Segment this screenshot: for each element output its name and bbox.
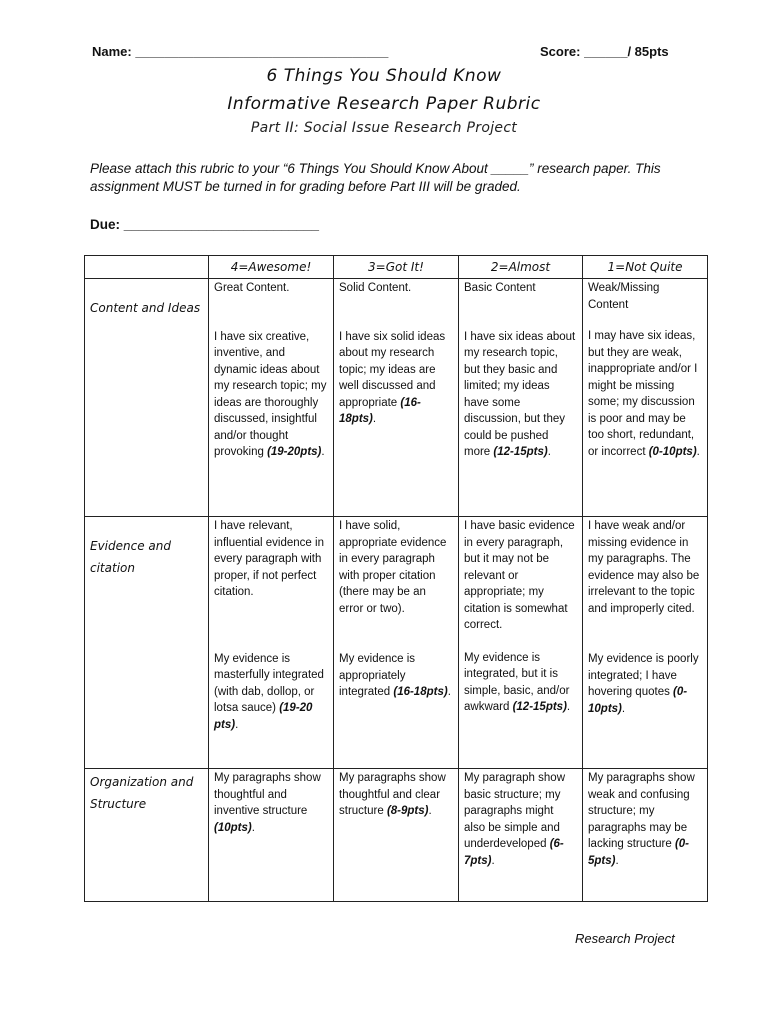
cell-description: My paragraphs show thoughtful and inventive structure	[214, 772, 321, 817]
rubric-cell	[583, 279, 708, 517]
cell-text	[214, 329, 328, 461]
rubric-cell	[334, 769, 459, 902]
row-label-organization: Organization and Structure	[85, 769, 209, 902]
cell-heading: Solid Content.	[339, 282, 412, 294]
rubric-table	[84, 255, 708, 902]
rubric-header-not-quite: 1=Not Quite	[583, 256, 708, 279]
points-range: (16-18pts)	[393, 686, 448, 698]
points-range: (0-5pts)	[588, 838, 689, 867]
cell-heading: I have basic evidence in every paragraph, but it may not be relevant or appropriate; my citation is somewhat correct.	[464, 520, 575, 631]
score-field-label: Score: ______/ 85pts	[540, 44, 669, 59]
document-part-label: Part II: Social Issue Research Project	[250, 120, 518, 136]
cell-heading: Basic Content	[464, 282, 536, 294]
points-range: (6-7pts)	[464, 838, 564, 867]
cell-tail: .	[696, 445, 700, 458]
points-range: (0-10pts)	[588, 686, 688, 715]
cell-tail: .	[235, 718, 239, 731]
rubric-header-got-it: 3=Got It!	[334, 256, 459, 279]
cell-tail: .	[547, 446, 551, 458]
rubric-header-blank	[85, 256, 209, 279]
cell-text	[339, 329, 453, 428]
rubric-cell	[209, 769, 334, 902]
rubric-cell	[334, 517, 459, 769]
rubric-cell	[209, 517, 334, 769]
cell-description: My evidence is poorly integrated; I have hovering quotes	[588, 653, 699, 698]
cell-text	[339, 651, 453, 701]
cell-description: I have six creative, inventive, and dynamic ideas about my research topic; my ideas are thoroughly discussed, insightful and/or thought provoking	[214, 330, 327, 458]
document-title: 6 Things You Should Know	[266, 66, 502, 86]
points-range: (8-9pts)	[386, 805, 429, 817]
points-range: (19-20 pts)	[214, 702, 313, 731]
cell-tail: .	[372, 413, 377, 425]
instructions-paragraph: Please attach this rubric to your “6 Things You Should Know About _____” research paper. This assignment MUST be turned in for grading before Part III will be graded.	[90, 161, 661, 194]
cell-heading: I have solid, appropriate evidence in every paragraph with proper citation (there may be an error or two).	[339, 520, 447, 615]
rubric-header-almost: 2=Almost	[459, 256, 583, 279]
cell-tail: .	[321, 446, 325, 458]
rubric-cell	[583, 769, 708, 902]
rubric-row-evidence	[85, 517, 708, 769]
name-field-label: Name: ___________________________________	[92, 44, 389, 59]
cell-tail: .	[491, 854, 495, 867]
cell-description: I have six solid ideas about my research topic; my ideas are well discussed and appropriate	[339, 330, 446, 409]
due-date-label: Due: __________________________	[90, 217, 319, 232]
document-subtitle: Informative Research Paper Rubric	[227, 94, 541, 114]
cell-description: My paragraphs show weak and confusing structure; my paragraphs may be lacking structure	[588, 772, 695, 850]
row-label-content: Content and Ideas	[85, 279, 209, 517]
cell-text	[588, 651, 702, 717]
rubric-cell	[459, 769, 583, 902]
points-range: (16-18pts)	[339, 396, 421, 425]
cell-tail: .	[566, 701, 571, 713]
points-range: (10pts)	[214, 821, 252, 834]
rubric-cell	[459, 279, 583, 517]
rubric-cell	[583, 517, 708, 769]
cell-heading: I have weak and/or missing evidence in my paragraphs. The evidence may also be irrelevant to the topic and improperly cited.	[588, 520, 700, 615]
cell-description: My evidence is masterfully integrated (with dab, dollop, or lotsa sauce)	[214, 652, 324, 714]
cell-text	[214, 651, 328, 734]
points-range: (12-15pts)	[512, 701, 567, 713]
cell-description: I may have six ideas, but they are weak, inappropriate and/or I might be missing some; my discussion is poor and may be too short, redundant, or incorrect	[588, 330, 698, 458]
cell-description: I have six ideas about my research topic, but they basic and limited; my ideas have some discussion, but they could be pushed more	[464, 330, 576, 458]
cell-description: My evidence is appropriately integrated	[339, 653, 416, 698]
points-range: (12-15pts)	[493, 446, 548, 458]
rubric-header-row	[85, 256, 708, 279]
cell-tail: .	[251, 821, 255, 834]
rubric-row-content	[85, 279, 708, 517]
rubric-header-awesome: 4=Awesome!	[209, 256, 334, 279]
title-block	[0, 66, 768, 136]
cell-description: My paragraphs show thoughtful and clear structure	[339, 772, 446, 817]
page-footer: Research Project	[575, 931, 675, 946]
rubric-row-organization	[85, 769, 708, 902]
points-range: (19-20pts)	[267, 446, 322, 458]
cell-heading: Weak/Missing Content	[588, 282, 660, 311]
points-range: (0-10pts)	[648, 445, 697, 458]
cell-tail: .	[621, 702, 626, 715]
cell-text	[588, 328, 702, 460]
row-label-evidence: Evidence and citation	[85, 517, 209, 769]
rubric-cell	[334, 279, 459, 517]
rubric-cell	[459, 517, 583, 769]
cell-tail: .	[615, 854, 619, 867]
cell-text	[464, 329, 577, 461]
cell-text	[464, 650, 577, 716]
cell-tail: .	[428, 805, 432, 817]
cell-description: My evidence is integrated, but it is simple, basic, and/or awkward	[464, 651, 570, 713]
cell-heading: Great Content.	[214, 282, 290, 294]
cell-description: My paragraph show basic structure; my paragraphs might also be simple and underdeveloped	[464, 772, 565, 850]
cell-heading: I have relevant, influential evidence in every paragraph with proper, if not perfect citation.	[214, 520, 324, 598]
cell-tail: .	[447, 686, 451, 698]
rubric-cell	[209, 279, 334, 517]
